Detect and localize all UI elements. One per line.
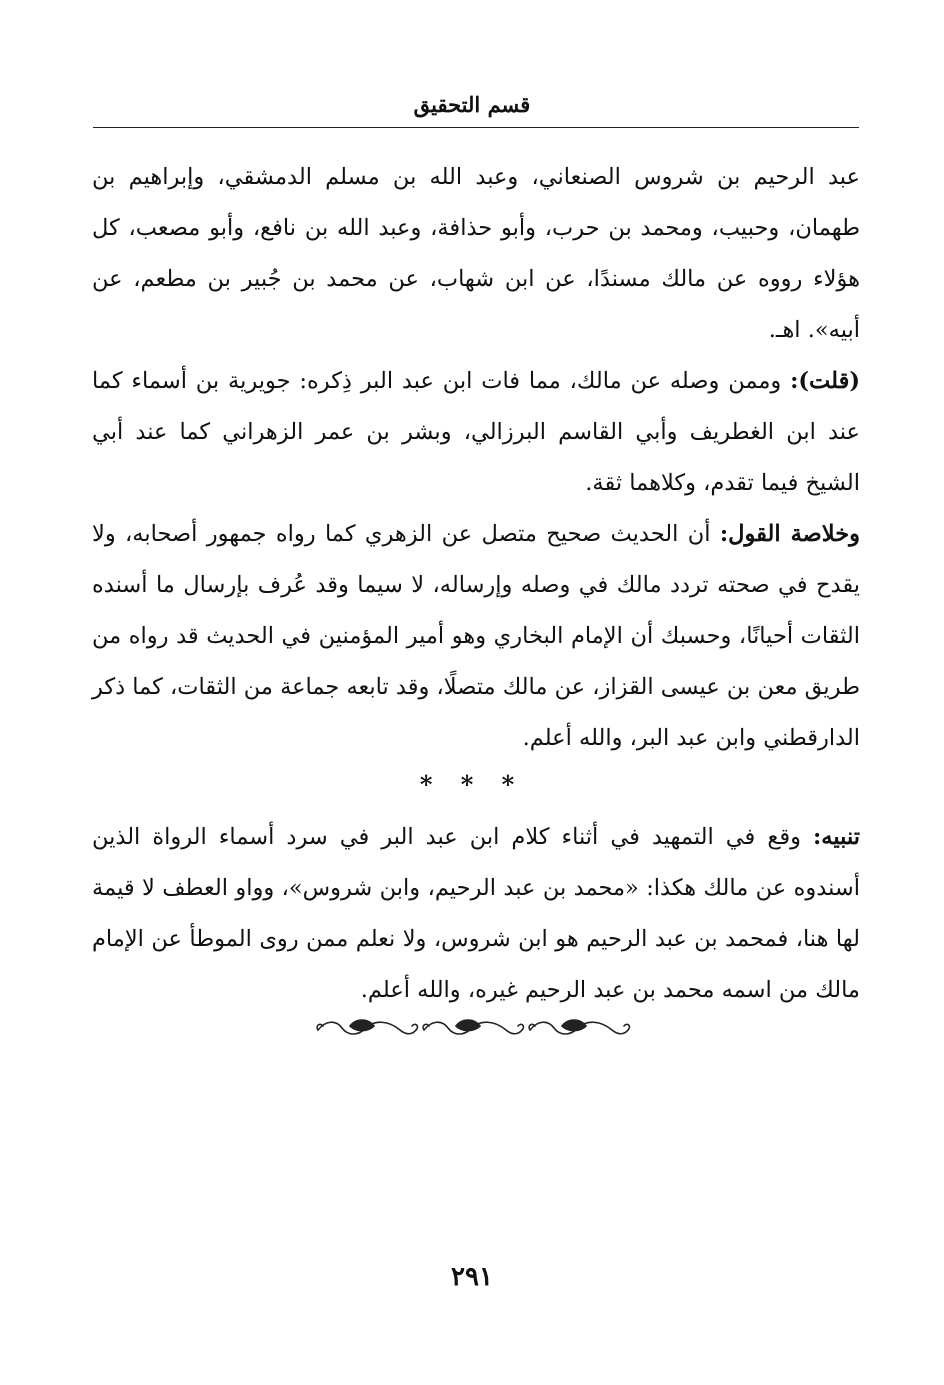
paragraph-2-lead: (قلت):: [790, 368, 860, 394]
paragraph-1-text: عبد الرحيم بن شروس الصنعاني، وعبد الله بن مسلم الدمشقي، وإبراهيم بن طهمان، وحبيب، ومحمد بن حرب، وأبو حذافة، وعبد الله بن نافع، وأبو مصعب، كل هؤلاء رووه عن مالك مسندًا، عن ابن شهاب، عن محمد بن جُبير بن مطعم، عن أبيه». اهـ.: [92, 164, 860, 343]
running-header-title: قسم التحقيق: [413, 92, 531, 117]
header-rule: [93, 127, 859, 128]
floral-ornament-icon: [312, 1008, 632, 1048]
paragraph-2: [92, 356, 860, 509]
paragraph-3-lead: وخلاصة القول:: [719, 521, 860, 547]
paragraph-4-text: وقع في التمهيد في أثناء كلام ابن عبد البر في سرد أسماء الرواة الذين أسندوه عن مالك هكذا: «محمد بن عبد الرحيم، وابن شروس»، وواو العطف لا قيمة لها هنا، فمحمد بن عبد الرحيم هو ابن شروس، ولا نعلم ممن روى الموطأ عن الإمام مالك من اسمه محمد بن عبد الرحيم غيره، والله أعلم.: [92, 824, 860, 1003]
page-number: ٢٩١: [451, 1262, 493, 1292]
paragraph-2-text: وممن وصله عن مالك، مما فات ابن عبد البر ذِكره: جويرية بن أسماء كما عند ابن الغطريف وأبي القاسم البرزالي، وبشر بن عمر الزهراني كما عند أبي الشيخ فيما تقدم، وكلاهما ثقة.: [92, 368, 860, 496]
paragraph-3: [92, 509, 860, 764]
end-ornament: [312, 1008, 632, 1048]
paragraph-4-lead: تنبيه:: [813, 824, 860, 850]
paragraph-3-text: أن الحديث صحيح متصل عن الزهري كما رواه جمهور أصحابه، ولا يقدح في صحته تردد مالك في وصله وإرساله، لا سيما وقد عُرف بإرسال ما أسنده الثقات أحيانًا، وحسبك أن الإمام البخاري وهو أمير المؤمنين في الحديث قد رواه من طريق معن بن عيسى القزاز، عن مالك متصلًا، وقد تابعه جماعة من الثقات، كما ذكر الدارقطني وابن عبد البر، والله أعلم.: [91, 521, 860, 751]
section-separator: * * *: [419, 770, 525, 799]
paragraph-1: [92, 152, 860, 356]
paragraph-4: [92, 812, 860, 1016]
